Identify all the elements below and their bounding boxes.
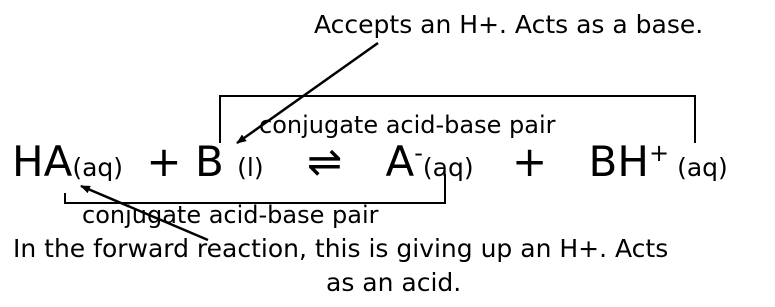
lower-pair-bracket — [65, 174, 445, 203]
base-annotation-arrow — [237, 43, 378, 143]
plus-sign-right: + — [511, 137, 548, 186]
conjugate-acid-state: (aq) — [677, 153, 728, 182]
conjugate-base-state: (aq) — [422, 153, 474, 182]
conjugate-base-a: A — [385, 137, 415, 186]
acid-annotation-line-2: as an acid. — [326, 268, 462, 297]
conjugate-base-charge: - — [414, 139, 423, 167]
base-b: B — [194, 137, 224, 186]
equilibrium-arrow-icon: ⇌ — [306, 137, 343, 186]
base-annotation: Accepts an H+. Acts as a base. — [314, 10, 704, 39]
lower-pair-label: conjugate acid-base pair — [82, 201, 379, 229]
acid-annotation-arrow — [81, 186, 208, 240]
base-b-state: (l) — [237, 153, 264, 182]
plus-sign-left: + — [146, 137, 182, 186]
conjugate-acid-charge: + — [648, 139, 670, 167]
acid-ha-state: (aq) — [72, 153, 124, 182]
acid-ha: HA — [12, 137, 73, 186]
upper-pair-label: conjugate acid-base pair — [259, 111, 556, 139]
conjugate-acid-bh: BH — [588, 137, 649, 186]
acid-annotation-line-1: In the forward reaction, this is giving up an H+. Acts — [13, 234, 669, 263]
